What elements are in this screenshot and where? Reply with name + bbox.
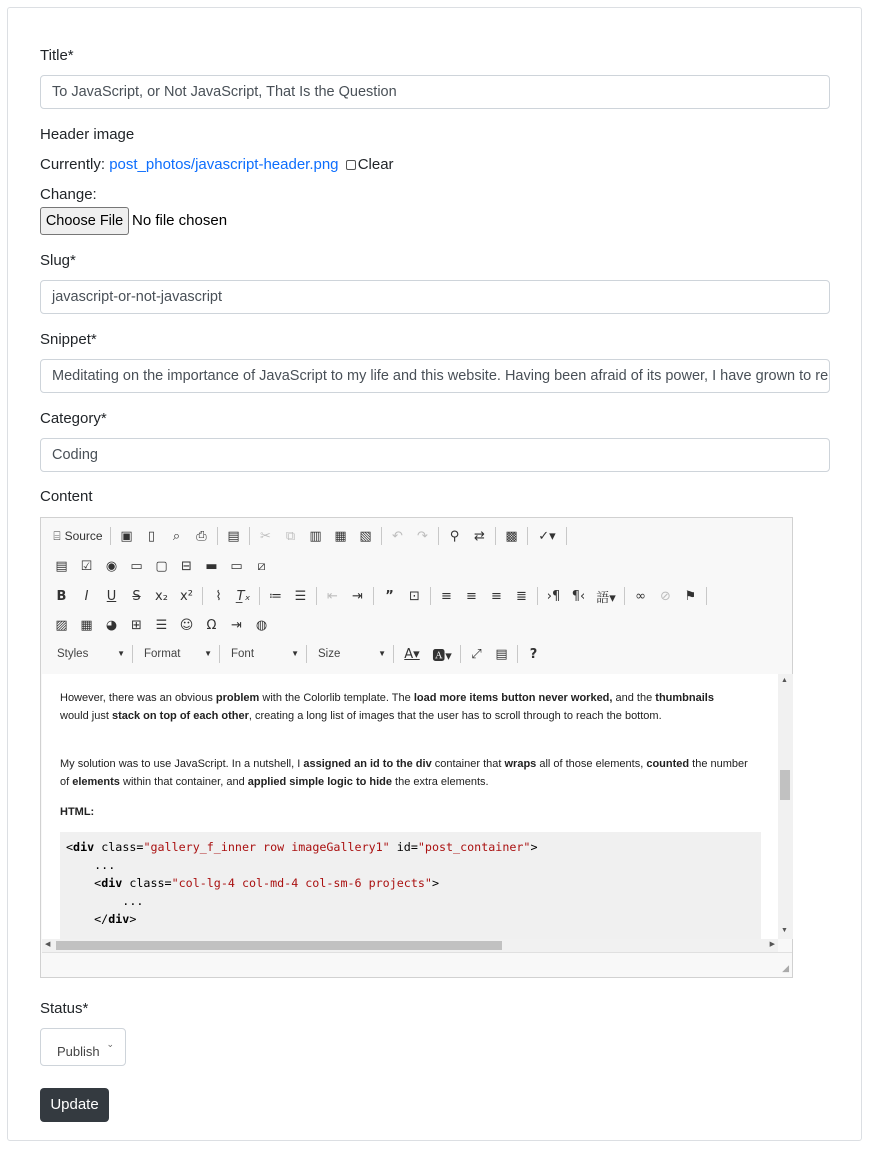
text-run: container that bbox=[431, 758, 505, 770]
flash-icon[interactable]: ▦ bbox=[80, 617, 93, 633]
content-paragraph-2 bbox=[60, 755, 760, 791]
paste-word-icon[interactable]: ▧ bbox=[359, 528, 372, 544]
code-token: "col-lg-4 col-md-4 col-sm-6 projects" bbox=[171, 876, 432, 890]
code-token: </ bbox=[66, 912, 109, 926]
text-run: , creating a long list of images that the user has to scroll through to reach the bottom. bbox=[248, 710, 662, 722]
radio-icon[interactable]: ◉ bbox=[105, 558, 118, 574]
size-dropdown[interactable] bbox=[310, 643, 390, 665]
replace-icon[interactable]: ⇄ bbox=[474, 528, 485, 544]
editor-content-area[interactable] bbox=[42, 674, 778, 939]
clear-label: Clear bbox=[357, 156, 394, 173]
status-label: Status* bbox=[40, 1000, 89, 1017]
code-block bbox=[60, 832, 761, 939]
scroll-right-arrow-icon[interactable]: ▶ bbox=[769, 941, 775, 948]
ltr-icon[interactable]: ›¶ bbox=[546, 588, 561, 604]
scroll-down-arrow-icon[interactable]: ▼ bbox=[781, 927, 788, 934]
slug-input[interactable]: javascript-or-not-javascript bbox=[40, 280, 830, 314]
font-dropdown[interactable] bbox=[223, 643, 303, 665]
image-button-icon[interactable]: ▭ bbox=[230, 558, 243, 574]
remove-format-icon[interactable]: T̲ₓ bbox=[236, 588, 251, 604]
copy-icon[interactable]: ⧉ bbox=[285, 528, 296, 544]
align-left-icon[interactable]: ≡ bbox=[441, 588, 452, 604]
toolbar-separator bbox=[259, 587, 260, 605]
preview-icon[interactable]: ⌕ bbox=[172, 528, 181, 544]
text-run: and the bbox=[612, 692, 656, 704]
bulleted-list-icon[interactable]: ☰ bbox=[294, 588, 307, 604]
page-break-icon[interactable]: ⇥ bbox=[231, 617, 242, 633]
redo-icon[interactable]: ↷ bbox=[417, 528, 428, 544]
bold-text-run: problem bbox=[215, 692, 260, 704]
code-line bbox=[66, 874, 755, 892]
content-html-heading: HTML: bbox=[60, 806, 95, 818]
text-run: all of those elements, bbox=[536, 758, 647, 770]
change-label: Change: bbox=[40, 186, 97, 203]
code-token: > bbox=[530, 840, 538, 854]
text-run: However, there was an obvious bbox=[60, 692, 216, 704]
category-label: Category* bbox=[40, 410, 107, 427]
cut-icon[interactable]: ✂ bbox=[260, 528, 271, 544]
toolbar-row-5 bbox=[49, 643, 546, 665]
current-file-row bbox=[40, 156, 394, 174]
code-token: < bbox=[66, 876, 102, 890]
horizontal-scroll-thumb[interactable] bbox=[56, 941, 502, 950]
toolbar-row-1 bbox=[49, 525, 570, 547]
justify-icon[interactable]: ≣ bbox=[516, 588, 527, 604]
code-token: class= bbox=[94, 840, 144, 854]
toolbar-separator bbox=[202, 587, 203, 605]
code-line bbox=[66, 838, 755, 856]
link-icon[interactable]: ∞ bbox=[635, 588, 646, 604]
paste-icon[interactable]: ▥ bbox=[309, 528, 322, 544]
chevron-down-icon: ▼ bbox=[378, 649, 386, 658]
superscript-icon[interactable]: x² bbox=[180, 588, 193, 604]
div-container-icon[interactable]: ⊡ bbox=[409, 588, 420, 604]
bold-text-run: stack on top of each other bbox=[111, 710, 249, 722]
horizontal-line-icon[interactable]: ☰ bbox=[155, 617, 168, 633]
toolbar-separator bbox=[438, 527, 439, 545]
horizontal-scrollbar[interactable] bbox=[42, 939, 778, 952]
source-icon: ⌸ bbox=[53, 528, 61, 543]
toolbar-row-3 bbox=[49, 585, 710, 607]
size-label: Size bbox=[318, 648, 341, 660]
code-token: ... bbox=[66, 894, 144, 908]
rich-text-editor bbox=[40, 517, 793, 978]
text-run: with the Colorlib template. The bbox=[259, 692, 414, 704]
status-select[interactable] bbox=[40, 1028, 126, 1066]
styles-label: Styles bbox=[57, 648, 89, 660]
help-icon[interactable]: ? bbox=[529, 646, 538, 662]
toolbar-row-2 bbox=[49, 555, 274, 577]
subscript-icon[interactable]: x₂ bbox=[155, 588, 168, 604]
templates-icon[interactable]: ▤ bbox=[227, 528, 240, 544]
toolbar-separator bbox=[495, 527, 496, 545]
scroll-left-arrow-icon[interactable]: ◀ bbox=[45, 941, 51, 948]
paste-text-icon[interactable]: ▦ bbox=[334, 528, 347, 544]
code-token: id= bbox=[389, 840, 418, 854]
text-color-icon[interactable]: A▾ bbox=[404, 646, 420, 662]
update-button[interactable]: Update bbox=[40, 1088, 109, 1122]
code-token: > bbox=[129, 912, 137, 926]
toolbar-separator bbox=[517, 645, 518, 663]
maximize-icon[interactable]: ⤢ bbox=[471, 646, 482, 662]
checkbox-icon[interactable]: ☑ bbox=[80, 558, 93, 574]
code-token: "gallery_f_inner row imageGallery1" bbox=[143, 840, 390, 854]
hidden-field-icon[interactable]: ⧄ bbox=[257, 558, 266, 574]
toolbar-separator bbox=[217, 527, 218, 545]
toolbar-separator bbox=[566, 527, 567, 545]
toolbar-separator bbox=[132, 645, 133, 663]
copy-format-icon[interactable]: ⌇ bbox=[215, 588, 222, 604]
code-token: ... bbox=[66, 858, 116, 872]
rtl-icon[interactable]: ¶‹ bbox=[571, 588, 586, 604]
code-line bbox=[66, 856, 755, 874]
strikethrough-icon[interactable]: S bbox=[132, 588, 141, 604]
source-label: Source bbox=[64, 529, 103, 543]
code-line bbox=[66, 910, 755, 928]
button-icon[interactable]: ▬ bbox=[205, 558, 218, 574]
text-run: would just bbox=[60, 710, 112, 722]
textfield-icon[interactable]: ▭ bbox=[130, 558, 143, 574]
vertical-scroll-thumb[interactable] bbox=[780, 770, 790, 800]
find-icon[interactable]: ⚲ bbox=[449, 528, 460, 544]
align-right-icon[interactable]: ≡ bbox=[491, 588, 502, 604]
textarea-icon[interactable]: ▢ bbox=[155, 558, 168, 574]
blockquote-icon[interactable]: ” bbox=[385, 588, 394, 604]
anchor-flag-icon[interactable]: ⚑ bbox=[684, 588, 697, 604]
select-icon[interactable]: ⊟ bbox=[181, 558, 192, 574]
format-dropdown[interactable] bbox=[136, 643, 216, 665]
title-label: Title* bbox=[40, 47, 74, 64]
image-icon[interactable]: ▨ bbox=[55, 617, 68, 633]
editor-status-bar bbox=[42, 952, 792, 977]
toolbar-separator bbox=[430, 587, 431, 605]
bold-text-run: applied simple logic to hide bbox=[247, 776, 392, 788]
bold-text-run: assigned an id to the div bbox=[303, 758, 432, 770]
choose-file-button[interactable]: Choose File bbox=[40, 207, 129, 235]
code-line bbox=[66, 892, 755, 910]
current-file-link[interactable]: post_photos/javascript-header.png bbox=[109, 156, 339, 173]
select-all-icon[interactable]: ▩ bbox=[505, 528, 518, 544]
text-run: within that container, and bbox=[119, 776, 248, 788]
toolbar-separator bbox=[706, 587, 707, 605]
header-image-label: Header image bbox=[40, 126, 135, 143]
bold-text-run: wraps bbox=[504, 758, 537, 770]
chevron-down-icon: ▼ bbox=[117, 649, 125, 658]
align-center-icon[interactable]: ≡ bbox=[466, 588, 477, 604]
toolbar-separator bbox=[624, 587, 625, 605]
smiley-icon[interactable]: ☺ bbox=[179, 617, 194, 633]
bold-text-run: elements bbox=[72, 776, 120, 788]
font-label: Font bbox=[231, 648, 255, 660]
code-token: "post_container" bbox=[417, 840, 531, 854]
content-paragraph-1 bbox=[60, 689, 740, 725]
toolbar-separator bbox=[460, 645, 461, 663]
toolbar-separator bbox=[393, 645, 394, 663]
special-char-icon[interactable]: Ω bbox=[206, 617, 217, 633]
toolbar-row-4 bbox=[49, 614, 274, 636]
status-value: Publish bbox=[57, 1044, 100, 1059]
language-icon[interactable]: 語▾ bbox=[596, 590, 616, 606]
toolbar-separator bbox=[219, 645, 220, 663]
outdent-icon[interactable]: ⇤ bbox=[327, 588, 338, 604]
styles-dropdown[interactable] bbox=[49, 643, 129, 665]
compass-icon[interactable]: ◕ bbox=[105, 617, 118, 633]
underline-icon[interactable]: U bbox=[106, 588, 117, 604]
resize-grip-icon[interactable]: ◢ bbox=[782, 963, 789, 973]
code-token: class= bbox=[122, 876, 172, 890]
content-label: Content bbox=[40, 488, 93, 505]
iframe-globe-icon[interactable]: ◍ bbox=[255, 617, 268, 633]
toolbar-separator bbox=[306, 645, 307, 663]
category-input[interactable]: Coding bbox=[40, 438, 830, 472]
code-token: < bbox=[66, 840, 74, 854]
title-input[interactable]: To JavaScript, or Not JavaScript, That Is the Question bbox=[40, 75, 830, 109]
scroll-up-arrow-icon[interactable]: ▲ bbox=[781, 677, 788, 684]
background-color-icon[interactable]: 🅰▾ bbox=[432, 648, 452, 664]
code-token: div bbox=[108, 912, 130, 926]
source-button[interactable] bbox=[49, 525, 107, 547]
code-token: div bbox=[101, 876, 123, 890]
format-label: Format bbox=[144, 648, 181, 660]
form-icon[interactable]: ▤ bbox=[55, 558, 68, 574]
toolbar-separator bbox=[316, 587, 317, 605]
undo-icon[interactable]: ↶ bbox=[392, 528, 403, 544]
vertical-scrollbar[interactable] bbox=[778, 674, 793, 939]
text-run: the extra elements. bbox=[392, 776, 489, 788]
unlink-icon[interactable]: ⊘ bbox=[660, 588, 671, 604]
bold-text-run: thumbnails bbox=[655, 692, 714, 704]
text-run: My solution was to use JavaScript. In a nutshell, I bbox=[60, 758, 304, 770]
bold-text-run: load more items button never worked, bbox=[413, 692, 613, 704]
print-icon[interactable]: ⎙ bbox=[196, 528, 207, 544]
chevron-down-icon: ▼ bbox=[204, 649, 212, 658]
clear-checkbox[interactable] bbox=[346, 160, 356, 170]
table-icon[interactable]: ⊞ bbox=[131, 617, 142, 633]
bold-text-run: counted bbox=[646, 758, 690, 770]
show-blocks-icon[interactable]: ▤ bbox=[495, 646, 508, 662]
currently-label: Currently: bbox=[40, 156, 106, 173]
toolbar-separator bbox=[110, 527, 111, 545]
snippet-input[interactable]: Meditating on the importance of JavaScript to my life and this website. Having been afraid of its power, I have grown to re bbox=[40, 359, 830, 393]
toolbar-separator bbox=[527, 527, 528, 545]
new-page-icon[interactable]: ▯ bbox=[147, 528, 156, 544]
code-token: div bbox=[73, 840, 95, 854]
slug-label: Slug* bbox=[40, 252, 76, 269]
numbered-list-icon[interactable]: ≔ bbox=[269, 588, 282, 604]
snippet-label: Snippet* bbox=[40, 331, 97, 348]
no-file-text: No file chosen bbox=[132, 212, 228, 229]
text-run: the number of bbox=[60, 758, 748, 788]
bold-icon[interactable]: B bbox=[56, 588, 67, 604]
spellcheck-icon[interactable]: ✓▾ bbox=[538, 528, 556, 544]
italic-icon[interactable]: I bbox=[84, 588, 89, 604]
code-token: > bbox=[431, 876, 439, 890]
indent-icon[interactable]: ⇥ bbox=[352, 588, 363, 604]
toolbar-separator bbox=[537, 587, 538, 605]
toolbar-separator bbox=[373, 587, 374, 605]
toolbar-separator bbox=[249, 527, 250, 545]
chevron-down-icon: ▼ bbox=[291, 649, 299, 658]
toolbar-separator bbox=[381, 527, 382, 545]
save-icon[interactable]: ▣ bbox=[120, 528, 133, 544]
chevron-down-icon: ⌄ bbox=[106, 1039, 114, 1049]
